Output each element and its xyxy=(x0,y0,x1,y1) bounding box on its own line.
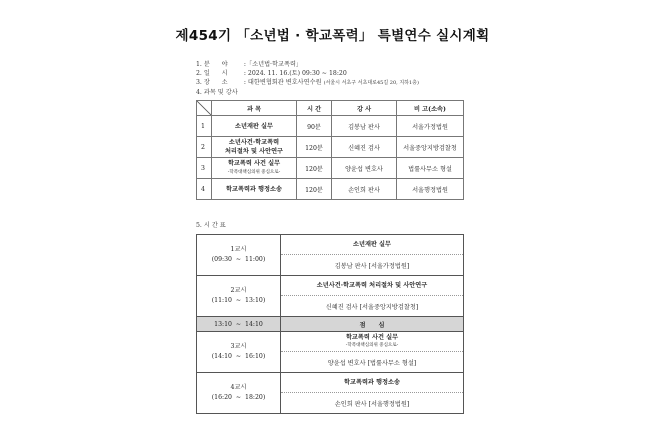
row-number: 4 xyxy=(197,179,212,200)
row-lecturer: 손인희 판사 xyxy=(332,179,397,200)
diagonal-line-icon xyxy=(197,101,211,115)
row-number: 2 xyxy=(197,137,212,158)
row-subject xyxy=(212,116,297,137)
info-location xyxy=(196,78,419,88)
lunch-row xyxy=(197,317,464,332)
subject-text: 학교폭력 사건 실무 xyxy=(345,333,399,341)
info-number: 1. xyxy=(196,61,202,68)
row-lecturer: 김봉남 판사 xyxy=(332,116,397,137)
row-number: 1 xyxy=(197,116,212,137)
schedule-instructor: 양윤섭 변호사 [법률사무소 형설] xyxy=(281,352,464,373)
row-affiliation: 서울중앙지방검찰청 xyxy=(397,137,464,158)
info-courses-heading xyxy=(196,88,419,97)
row-time: 120분 xyxy=(297,137,332,158)
subject-note: -학폭대책심의위 중심으로- xyxy=(227,170,281,175)
row-affiliation: 법률사무소 형설 xyxy=(397,158,464,179)
period-cell xyxy=(197,373,281,414)
lunch-label: 점 심 xyxy=(281,317,464,332)
header-time: 시 간 xyxy=(297,101,332,116)
row-subject xyxy=(212,179,297,200)
schedule-heading: 5. 시 간 표 xyxy=(196,222,226,229)
row-subject xyxy=(212,137,297,158)
schedule-instructor: 김봉남 판사 [서울가정법원] xyxy=(281,255,464,276)
row-time: 90분 xyxy=(297,116,332,137)
period-time: (09:30 ~ 11:00) xyxy=(211,256,266,263)
info-label: 분 야 xyxy=(203,61,228,68)
header-lecturer: 강 사 xyxy=(332,101,397,116)
info-field xyxy=(196,60,419,69)
row-number: 3 xyxy=(197,158,212,179)
info-number: 2. xyxy=(196,70,202,77)
lunch-time: 13:10 ~ 14:10 xyxy=(197,317,281,332)
info-number: 4. xyxy=(196,89,202,96)
schedule-row xyxy=(197,235,464,255)
period-label: 3교시 xyxy=(230,343,247,350)
schedule-instructor: 신혜진 검사 [서울중앙지방검찰청] xyxy=(281,296,464,317)
header-affiliation: 비 고(소속) xyxy=(397,101,464,116)
schedule-subject: 소년사건·학교폭력 처리절차 및 사안연구 xyxy=(281,276,464,296)
schedule-subject xyxy=(281,332,464,352)
row-lecturer: 양윤섭 변호사 xyxy=(332,158,397,179)
courses-table xyxy=(196,100,464,200)
period-label: 2교시 xyxy=(230,287,247,294)
subject-note: -학폭대책심의위 중심으로- xyxy=(345,342,399,348)
table-header-row xyxy=(197,101,464,116)
table-row xyxy=(197,137,464,158)
schedule-row xyxy=(197,276,464,296)
period-time: (16:20 ~ 18:20) xyxy=(211,394,266,401)
info-value: : 2024. 11. 16.(토) 09:30 ~ 18:20 xyxy=(243,70,347,77)
info-number: 3. xyxy=(196,79,202,86)
info-date xyxy=(196,69,419,78)
row-time: 120분 xyxy=(297,158,332,179)
period-label: 4교시 xyxy=(230,384,247,391)
info-section xyxy=(196,60,419,97)
row-time: 120분 xyxy=(297,179,332,200)
subject-text: 소년재판 실무 xyxy=(234,122,274,130)
period-time: (11:10 ~ 13:10) xyxy=(211,297,266,304)
period-cell xyxy=(197,235,281,276)
info-label: 장 소 xyxy=(203,79,228,86)
schedule-subject: 소년재판 실무 xyxy=(281,235,464,255)
info-label: 일 시 xyxy=(203,70,228,77)
diagonal-header-cell xyxy=(197,101,212,116)
period-cell xyxy=(197,332,281,373)
header-subject: 과 목 xyxy=(212,101,297,116)
info-value: : 대한변협회관 변호사연수원 xyxy=(243,79,322,86)
document-title: 제454기 「소년법 · 학교폭력」 특별연수 실시계획 xyxy=(175,28,490,44)
subject-text: 학교폭력과 행정소송 xyxy=(226,185,282,193)
schedule-table xyxy=(196,234,464,414)
info-value: :「소년법·학교폭력」 xyxy=(243,61,303,68)
schedule-row xyxy=(197,332,464,352)
period-cell xyxy=(197,276,281,317)
info-label: 과목 및 강사 xyxy=(203,89,238,96)
schedule-instructor: 손인희 판사 [서울행정법원] xyxy=(281,393,464,414)
schedule-row xyxy=(197,373,464,393)
period-label: 1교시 xyxy=(230,246,247,253)
row-affiliation: 서울가정법원 xyxy=(397,116,464,137)
row-lecturer: 신혜진 검사 xyxy=(332,137,397,158)
row-subject xyxy=(212,158,297,179)
period-time: (14:10 ~ 16:10) xyxy=(211,353,266,360)
subject-text-line2: 처리절차 및 사안연구 xyxy=(224,148,284,155)
info-address: (서울시 서초구 서초대로45길 20, 지하1층) xyxy=(323,80,419,86)
subject-text: 소년사건·학교폭력 xyxy=(228,139,280,146)
table-row xyxy=(197,116,464,137)
row-affiliation: 서울행정법원 xyxy=(397,179,464,200)
table-row xyxy=(197,179,464,200)
subject-text: 학교폭력 사건 실무 xyxy=(227,160,281,167)
schedule-subject: 학교폭력과 행정소송 xyxy=(281,373,464,393)
table-row xyxy=(197,158,464,179)
